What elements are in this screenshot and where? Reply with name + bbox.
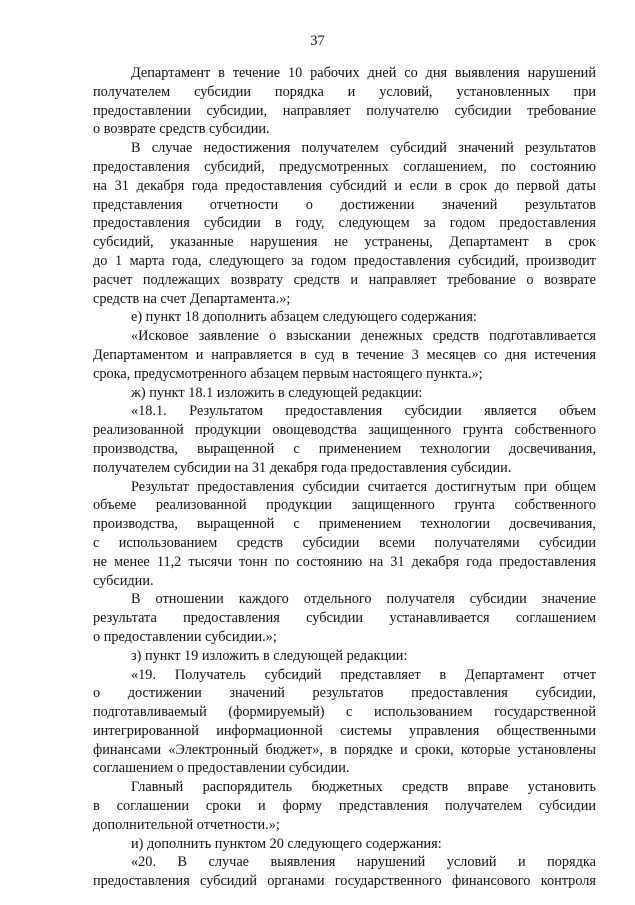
text-line: срока, предусмотренного абзацем первым настоящего пункта.»; xyxy=(93,365,483,382)
text-line: объеме реализованной продукции защищенного грунта собственного xyxy=(93,497,596,514)
text-line: в соглашении сроки и форму представления получателем субсидии xyxy=(93,798,596,815)
text-line: средств на счет Департамента.»; xyxy=(93,290,291,307)
text-line: з) пункт 19 изложить в следующей редакции: xyxy=(131,647,408,664)
text-line: «20. В случае выявления нарушений условий и порядка xyxy=(131,854,596,871)
paragraph xyxy=(93,666,596,779)
paragraph xyxy=(93,139,596,308)
text-line: субсидий, указанные нарушения не устранены, Департамент в срок xyxy=(93,234,596,251)
text-line: предоставления субсидии в году, следующем за годом предоставления xyxy=(93,215,596,232)
text-line: «18.1. Результатом предоставления субсидии является объем xyxy=(131,403,596,420)
text-line: В случае недостижения получателем субсидий значений результатов xyxy=(131,140,596,157)
text-line: реализованной продукции овощеводства защищенного грунта собственного xyxy=(93,422,596,439)
text-line: о достижении значений результатов предоставления субсидии, xyxy=(93,685,596,702)
text-line: Главный распорядитель бюджетных средств вправе установить xyxy=(131,779,596,796)
paragraph xyxy=(93,327,596,383)
paragraph xyxy=(93,835,596,854)
text-line: субсидии. xyxy=(93,572,154,589)
page-number: 37 xyxy=(310,33,325,49)
text-line: Департамент в течение 10 рабочих дней со дня выявления нарушений xyxy=(131,65,596,81)
text-line: расчет подлежащих возврату средств и направляет требование о возврате xyxy=(93,271,596,288)
text-line: с использованием средств субсидии всеми получателями субсидии xyxy=(93,534,596,551)
text-line: результата предоставления субсидии устанавливается соглашением xyxy=(93,610,596,627)
paragraph xyxy=(93,478,596,591)
paragraph xyxy=(93,647,596,666)
text-line: интегрированной информационной системы управления общественными xyxy=(93,722,596,739)
text-line: финансами «Электронный бюджет», в порядке и сроки, которые установлены xyxy=(93,741,596,758)
text-line: е) пункт 18 дополнить абзацем следующего содержания: xyxy=(131,309,477,326)
text-line: Департаментом и направляется в суд в течение 3 месяцев со дня истечения xyxy=(93,346,596,363)
paragraph xyxy=(93,778,596,834)
text-line: подготавливаемый (формируемый) с использованием государственной xyxy=(93,704,596,721)
text-line: на 31 декабря года предоставления субсидий и если в срок до первой даты xyxy=(93,177,596,194)
text-line: «19. Получатель субсидий представляет в Департамент отчет xyxy=(131,666,596,683)
text-line: дополнительной отчетности.»; xyxy=(93,816,280,833)
document-body xyxy=(93,64,596,891)
text-line: до 1 марта года, следующего за годом предоставления субсидий, производит xyxy=(93,252,596,269)
text-line: и) дополнить пунктом 20 следующего содержания: xyxy=(131,835,442,852)
text-line: представления отчетности о достижении значений результатов xyxy=(93,196,596,213)
text-line: производства, выращенной с применением технологии досвечивания, xyxy=(93,440,596,457)
text-line: о предоставлении субсидии.»; xyxy=(93,628,277,645)
text-line: соглашением о предоставлении субсидии. xyxy=(93,760,350,777)
paragraph xyxy=(93,590,596,646)
paragraph xyxy=(93,853,596,891)
paragraph xyxy=(93,64,596,139)
text-line: предоставления субсидий органами государственного финансового контроля xyxy=(93,873,596,890)
paragraph xyxy=(93,384,596,403)
text-line: В отношении каждого отдельного получателя субсидии значение xyxy=(131,591,596,608)
text-line: получателем субсидии на 31 декабря года предоставления субсидии. xyxy=(93,459,512,476)
text-line: производства, выращенной с применением технологии досвечивания, xyxy=(93,516,596,533)
text-line: ж) пункт 18.1 изложить в следующей редакции: xyxy=(131,384,423,401)
text-line: предоставления субсидий, предусмотренных соглашением, по состоянию xyxy=(93,158,596,175)
text-line: Результат предоставления субсидии считается достигнутым при общем xyxy=(131,478,596,495)
paragraph xyxy=(93,402,596,477)
paragraph xyxy=(93,308,596,327)
text-line: «Исковое заявление о взыскании денежных средств подготавливается xyxy=(131,328,596,345)
text-line: не менее 11,2 тысячи тонн по состоянию на 31 декабря года предоставления xyxy=(93,553,596,570)
text-line: предоставлении субсидии, направляет получателю субсидии требование xyxy=(93,102,596,119)
text-line: о возврате средств субсидии. xyxy=(93,121,270,138)
text-line: получателем субсидии порядка и условий, установленных при xyxy=(93,83,596,100)
